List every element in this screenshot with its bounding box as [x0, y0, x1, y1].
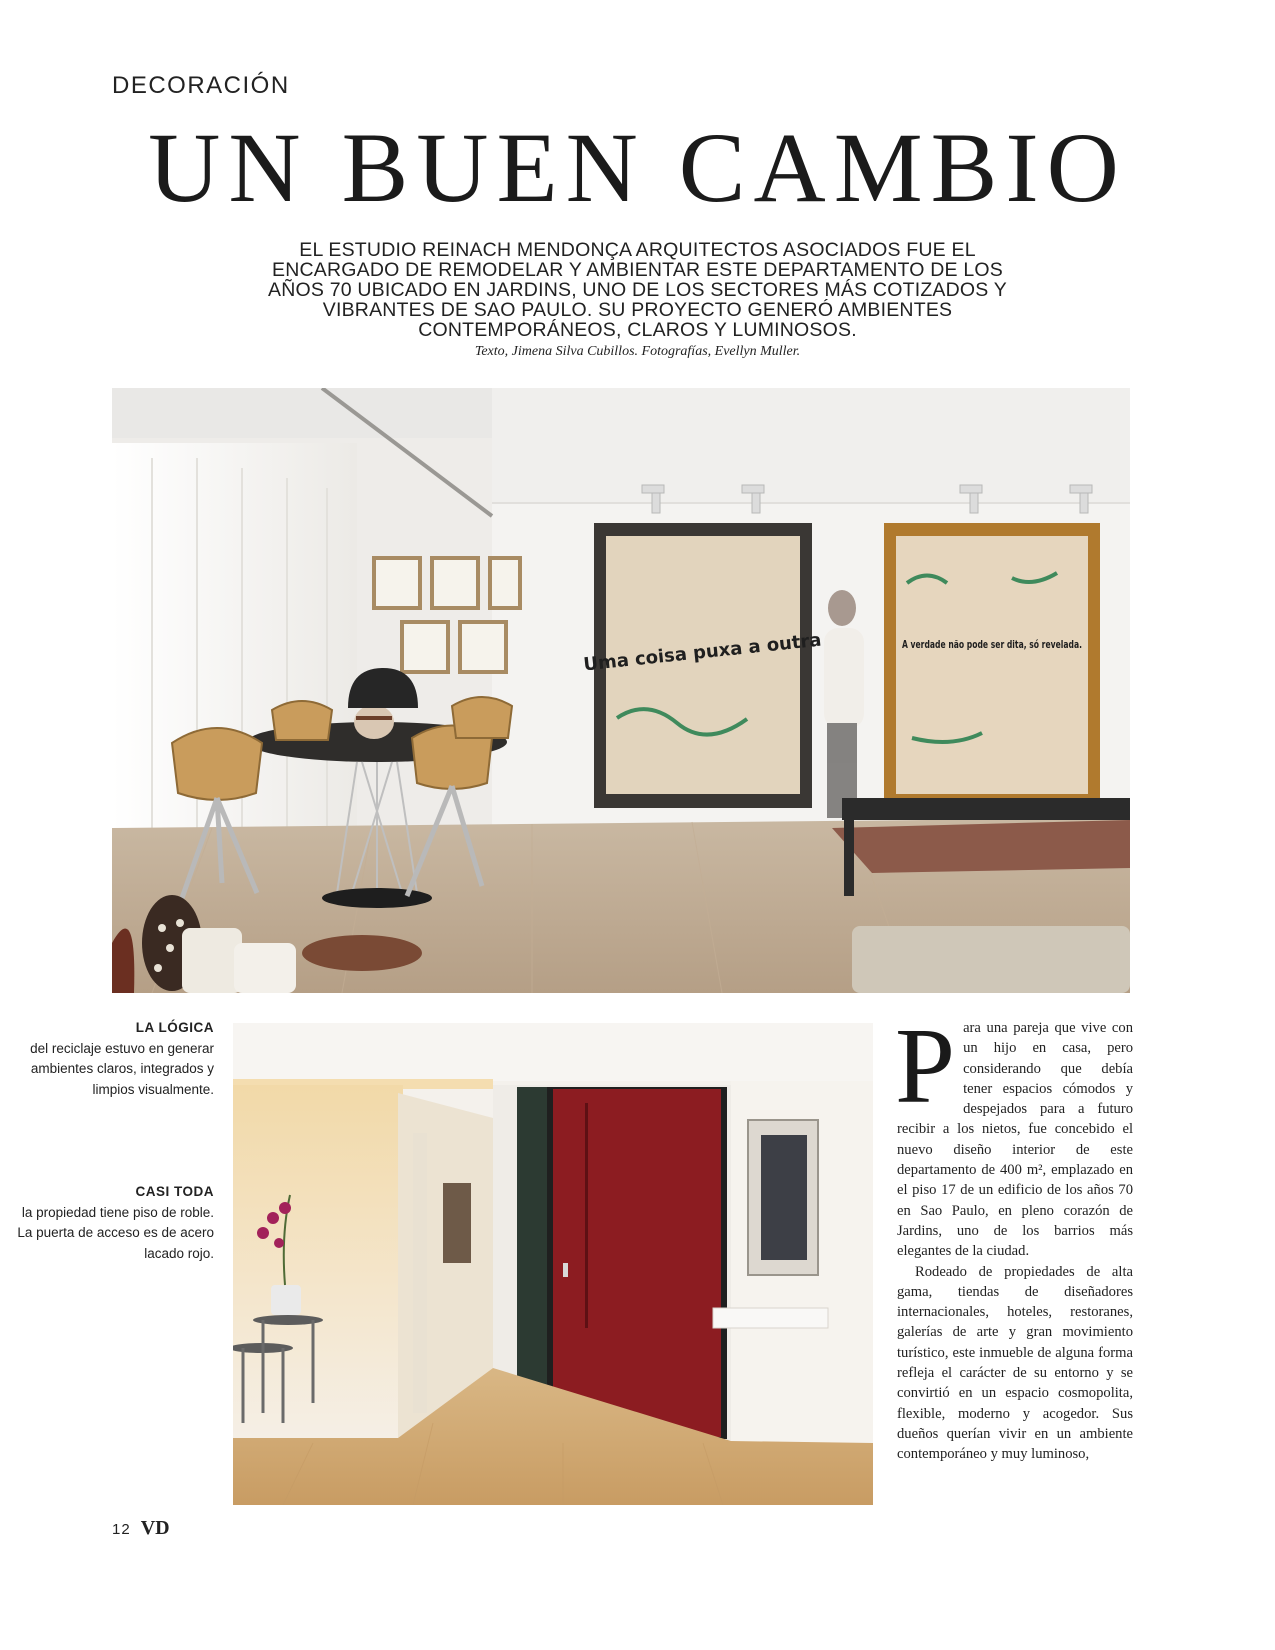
page-number: 12 — [112, 1521, 131, 1538]
caption-2 — [12, 1182, 214, 1264]
caption-1-text: del reciclaje estuvo en generar ambientes claros, integrados y limpios visualmente. — [30, 1040, 214, 1097]
entry-hall-photo — [233, 1023, 873, 1505]
red-door — [553, 1089, 721, 1437]
body-paragraph-1: ara una pareja que vive con un hijo en casa, pero considerando que debía tener espacios cómodos y despejados para a futuro recibir a los nietos, fue concebido el nuevo diseño interior de este departamento de 400 m², emplazado en el piso 17 de un edificio de los años 70 en Sao Paulo, en pleno corazón de Jardins, uno de los barrios más elegantes de la ciudad. — [897, 1020, 1133, 1260]
artwork-right-text: A verdade não pode ser dita, só revelada. — [902, 639, 1082, 651]
body-text — [895, 1007, 1133, 1465]
caption-1 — [12, 1018, 214, 1100]
caption-1-lead: LA LÓGICA — [135, 1020, 214, 1035]
folio — [112, 1517, 170, 1540]
entry-hall-illustration — [233, 1023, 873, 1505]
caption-2-lead: CASI TODA — [135, 1184, 214, 1199]
standfirst: EL ESTUDIO REINACH MENDONÇA ARQUITECTOS ASOCIADOS FUE EL ENCARGADO DE REMODELAR Y AMBIENTAR ESTE DEPARTAMENTO DE LOS AÑOS 70 UBICADO EN JARDINS, UNO DE LOS SECTORES MÁS COTIZADOS Y VIBRANTES DE SAO PAULO. SU PROYECTO GENERÓ AMBIENTES CONTEMPORÁNEOS, CLAROS Y LUMINOSOS. — [268, 239, 1007, 341]
photo-credits: Texto, Jimena Silva Cubillos. Fotografías, Evellyn Muller. — [474, 344, 801, 359]
artwork-left-text: Uma coisa puxa a outra — [582, 629, 823, 676]
body-paragraph-2: Rodeado de propiedades de alta gama, tiendas de diseñadores internacionales, hoteles, restoranes, galerías de arte y gran movimiento turístico, este inmueble de alguna forma refleja el carácter de su entorno y se convirtió en un espacio cosmopolita, flexible, moderno y acogedor. Sus dueños querían vivir en un ambiente contemporáneo y muy luminoso, — [897, 1263, 1133, 1463]
magazine-logo: VD — [140, 1517, 170, 1539]
drop-cap: P — [895, 1007, 956, 1126]
caption-2-text: la propiedad tiene piso de roble. La puerta de acceso es de acero lacado rojo. — [17, 1204, 214, 1261]
living-room-photo — [112, 388, 1130, 993]
living-room-illustration — [112, 388, 1130, 993]
headline: UN BUEN CAMBIO — [148, 112, 1127, 223]
artwork-right — [884, 523, 1100, 808]
artwork-left — [582, 523, 822, 808]
section-label: DECORACIÓN — [112, 72, 290, 99]
